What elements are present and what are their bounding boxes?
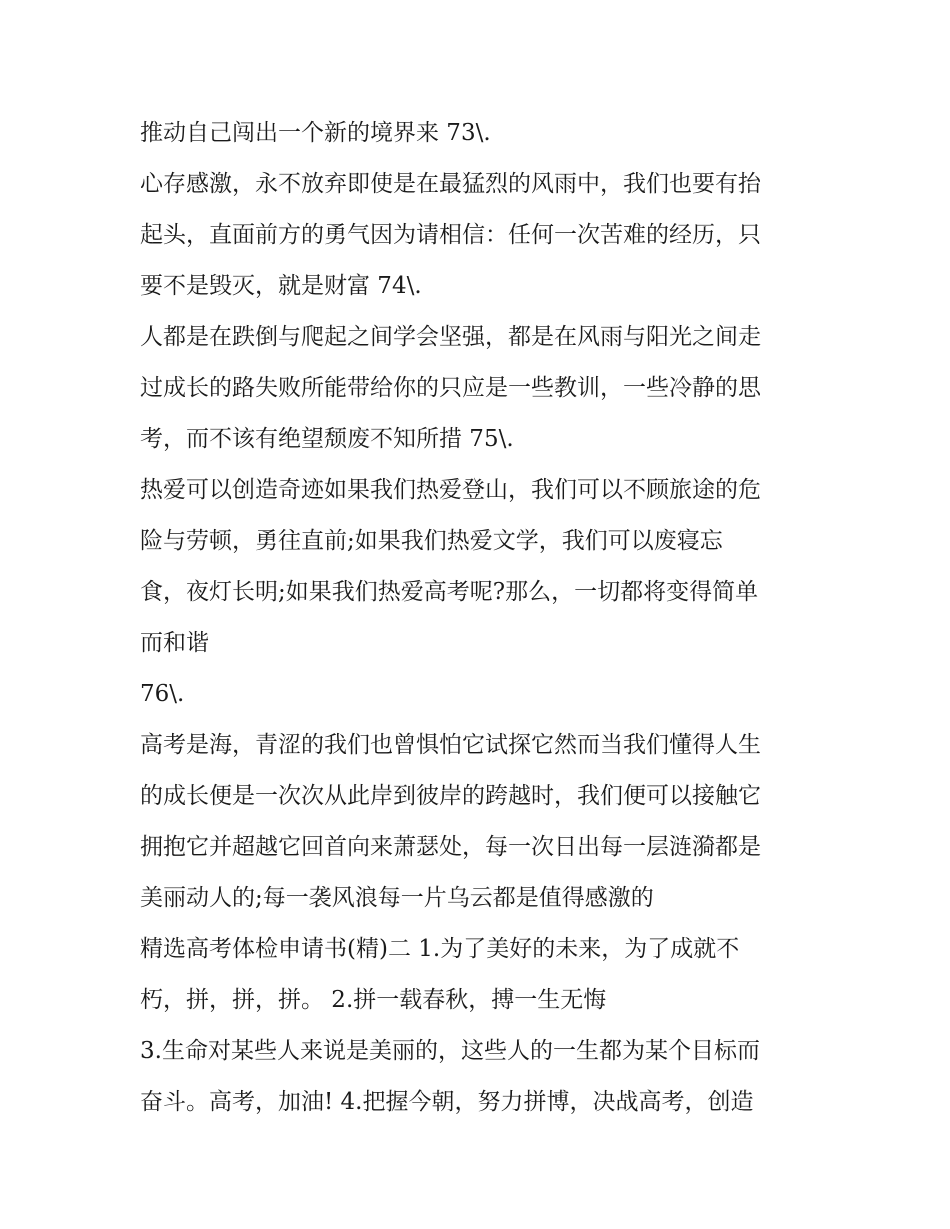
text-line: 过成长的路失败所能带给你的只应是一些教训，一些冷静的思: [140, 375, 761, 401]
text-line: 食，夜灯长明;如果我们热爱高考呢?那么，一切都将变得简单: [140, 579, 759, 605]
text-line: 要不是毁灭，就是财富 74\.: [140, 273, 422, 299]
text-line: 的成长便是一次次从此岸到彼岸的跨越时，我们便可以接触它: [140, 783, 761, 809]
text-line: 险与劳顿，勇往直前;如果我们热爱文学，我们可以废寝忘: [140, 528, 723, 554]
document-body: [140, 108, 820, 1128]
text-line: 76\.: [140, 681, 185, 707]
text-line: 推动自己闯出一个新的境界来 73\.: [140, 120, 491, 146]
text-line: 3.生命对某些人来说是美丽的，这些人的一生都为某个目标而: [140, 1038, 760, 1064]
text-line: 热爱可以创造奇迹如果我们热爱登山，我们可以不顾旅途的危: [140, 477, 761, 503]
text-line: 心存感激，永不放弃即使是在最猛烈的风雨中，我们也要有抬: [140, 171, 761, 197]
text-line: 奋斗。高考，加油! 4.把握今朝，努力拼博，决战高考，创造: [140, 1089, 754, 1115]
text-line: 精选高考体检申请书(精)二 1.为了美好的未来，为了成就不: [140, 936, 740, 962]
text-line: 朽，拼，拼，拼。 2.拼一载春秋，搏一生无悔: [140, 987, 607, 1013]
text-line: 人都是在跌倒与爬起之间学会坚强，都是在风雨与阳光之间走: [140, 324, 761, 350]
text-line: 而和谐: [140, 630, 209, 656]
text-line: 美丽动人的;每一袭风浪每一片乌云都是值得感激的: [140, 885, 654, 911]
text-line: 考，而不该有绝望颓废不知所措 75\.: [140, 426, 514, 452]
text-line: 起头，直面前方的勇气因为请相信：任何一次苦难的经历，只: [140, 222, 761, 248]
text-line: 拥抱它并超越它回首向来萧瑟处，每一次日出每一层涟漪都是: [140, 834, 761, 860]
text-line: 高考是海，青涩的我们也曾惧怕它试探它然而当我们懂得人生: [140, 732, 761, 758]
